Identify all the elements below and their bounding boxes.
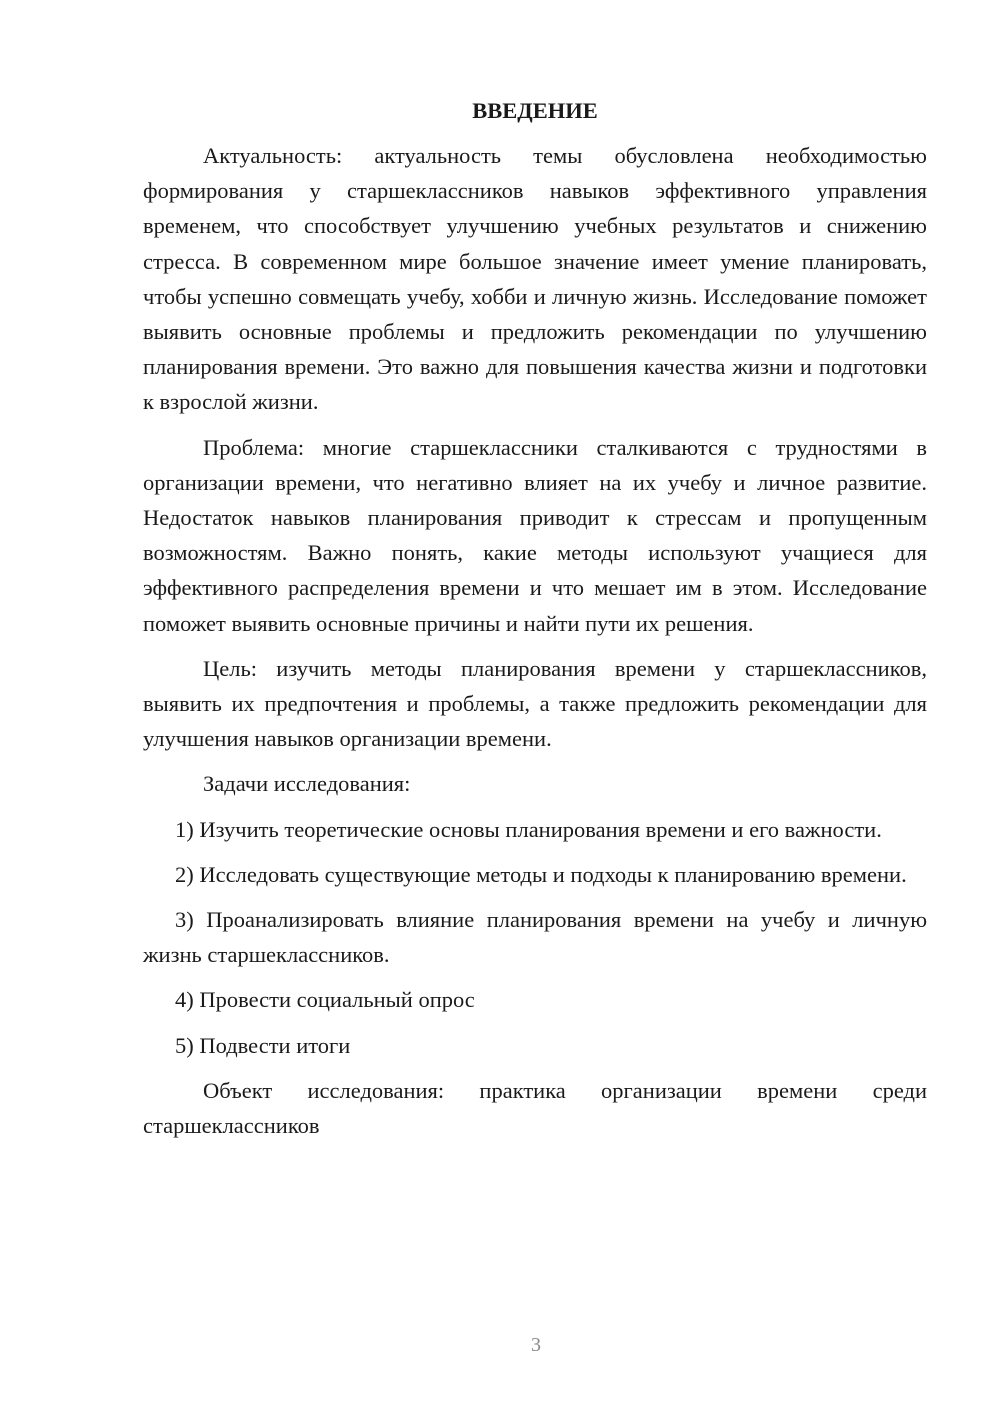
task-item: 5) Подвести итоги — [175, 1032, 351, 1058]
paragraph-problem: Проблема: многие старшеклассники сталкиваются с трудностями в организации времени, что негативно влияет на их учебу и личное развитие. Недостаток навыков планирования приводит к стрессам и пропущенным возможностям. Важно понять, какие методы используют учащиеся для эффективного распределения времени и что мешает им в этом. Исследование поможет выявить основные причины и найти пути их решения. — [143, 434, 927, 636]
tasks-label: Задачи исследования: — [203, 771, 411, 797]
page-number: 3 — [531, 1334, 541, 1356]
task-item: 2) Исследовать существующие методы и подходы к планированию времени. — [175, 861, 907, 887]
paragraph-object: Объект исследования: практика организации времени среди старшеклассников — [143, 1077, 927, 1139]
task-item: 4) Провести социальный опрос — [175, 987, 475, 1013]
paragraph-goal: Цель: изучить методы планирования времени у старшеклассников, выявить их предпочтения и проблемы, а также предложить рекомендации для улучшения навыков организации времени. — [143, 655, 927, 752]
page-body — [143, 96, 927, 1153]
task-item: 3) Проанализировать влияние планирования времени на учебу и личную жизнь старшеклассников. — [143, 907, 927, 968]
paragraph-relevance: Актуальность: актуальность темы обусловлена необходимостью формирования у старшеклассников навыков эффективного управления временем, что способствует улучшению учебных результатов и снижению стресса. В современном мире большое значение имеет умение планировать, чтобы успешно совмещать учебу, хобби и личную жизнь. Исследование поможет выявить основные проблемы и предложить рекомендации по улучшению планирования времени. Это важно для повышения качества жизни и подготовки к взрослой жизни. — [143, 143, 927, 415]
tasks-list — [143, 812, 927, 1063]
task-item: 1) Изучить теоретические основы планирования времени и его важности. — [175, 816, 882, 842]
section-heading: ВВЕДЕНИЕ — [472, 98, 598, 123]
